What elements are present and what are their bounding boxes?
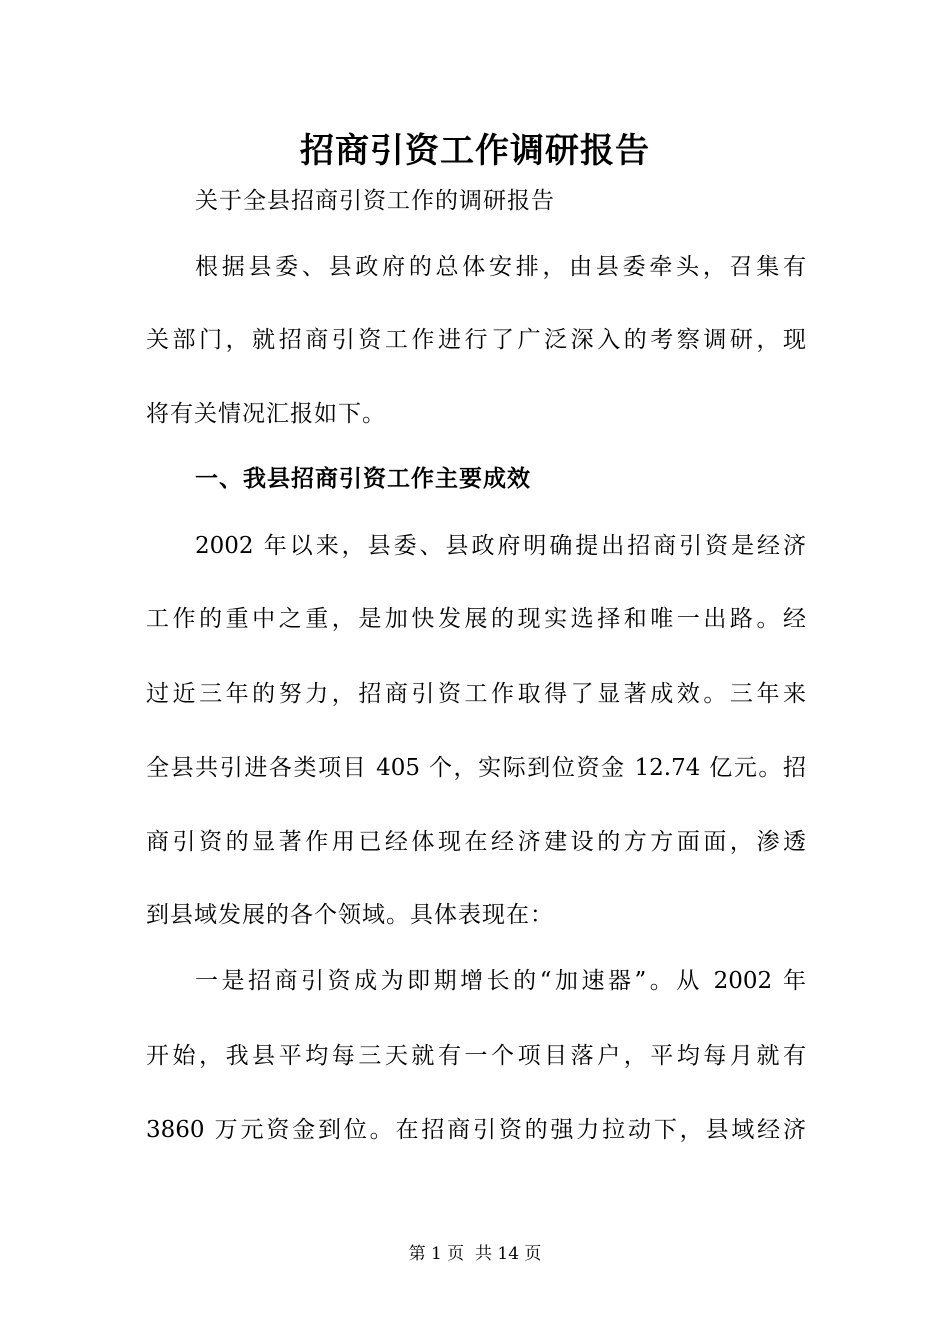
- document-subtitle: 关于全县招商引资工作的调研报告: [195, 188, 555, 214]
- paragraph-line: 商引资的显著作用已经体现在经济建设的方方面面，渗透: [146, 829, 806, 855]
- paragraph-line: 工作的重中之重，是加快发展的现实选择和唯一出路。经: [146, 606, 806, 632]
- paragraph-line: 到县域发展的各个领域。具体表现在：: [146, 902, 554, 928]
- paragraph-line: 一是招商引资成为即期增长的“加速器”。从 2002 年: [195, 968, 806, 994]
- paragraph-line: 关部门，就招商引资工作进行了广泛深入的考察调研，现: [146, 327, 806, 353]
- section-heading: 一、我县招商引资工作主要成效: [195, 465, 531, 492]
- paragraph-line: 将有关情况汇报如下。: [146, 401, 386, 427]
- paragraph-line: 2002 年以来，县委、县政府明确提出招商引资是经济: [195, 533, 806, 559]
- paragraph-line: 过近三年的努力，招商引资工作取得了显著成效。三年来: [146, 681, 806, 707]
- page-indicator: 第 1 页 共 14 页: [408, 1244, 542, 1264]
- paragraph-line: 根据县委、县政府的总体安排，由县委牵头，召集有: [195, 254, 806, 280]
- paragraph-line: 开始，我县平均每三天就有一个项目落户，平均每月就有: [146, 1043, 806, 1069]
- document-title: 招商引资工作调研报告: [300, 131, 650, 171]
- paragraph-line: 全县共引进各类项目 405 个，实际到位资金 12.74 亿元。招: [146, 755, 806, 781]
- paragraph-line: 3860 万元资金到位。在招商引资的强力拉动下，县域经济: [146, 1117, 806, 1143]
